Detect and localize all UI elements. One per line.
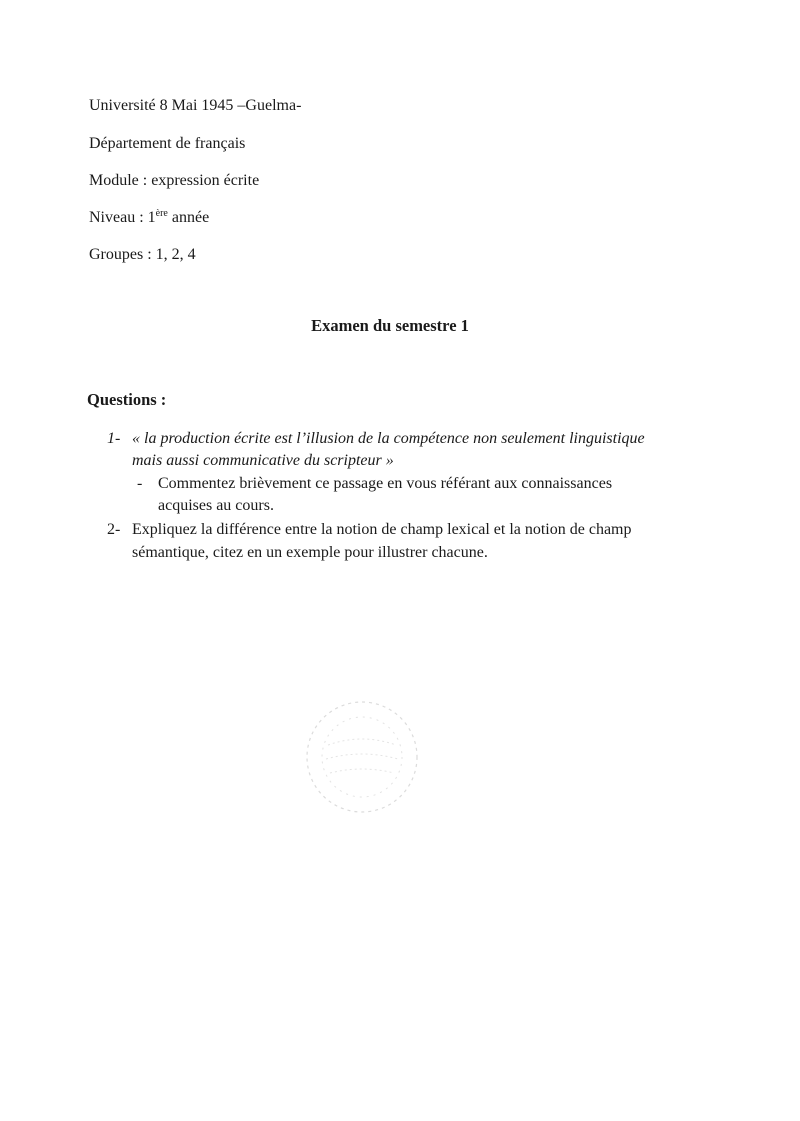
faded-stamp-icon — [300, 695, 425, 820]
level-line — [89, 208, 209, 228]
level-superscript: ère — [155, 208, 168, 219]
question-2-line-1: Expliquez la différence entre la notion de champ lexical et la notion de champ — [132, 521, 632, 538]
question-1-line-1: « la production écrite est l’illusion de la compétence non seulement linguistique — [132, 430, 645, 447]
question-2-line-2: sémantique, citez en un exemple pour illustrer chacune. — [132, 544, 488, 561]
level-suffix: année — [167, 209, 210, 226]
questions-heading: Questions : — [87, 390, 167, 409]
groups-line: Groupes : 1, 2, 4 — [89, 246, 196, 263]
question-1-number: 1- — [107, 430, 121, 447]
module-name: Module : expression écrite — [89, 172, 260, 189]
question-1-line-2: mais aussi communicative du scripteur » — [132, 452, 394, 469]
question-1-sub-line-1: Commentez brièvement ce passage en vous référant aux connaissances — [158, 475, 613, 492]
exam-title: Examen du semestre 1 — [311, 316, 469, 335]
level-prefix: Niveau : 1 — [89, 209, 156, 226]
university-name: Université 8 Mai 1945 –Guelma- — [89, 97, 302, 114]
department-name: Département de français — [89, 135, 246, 152]
question-1-sub-line-2: acquises au cours. — [158, 497, 274, 514]
question-2-number: 2- — [107, 521, 121, 538]
question-1-sub-bullet: - — [137, 475, 143, 492]
